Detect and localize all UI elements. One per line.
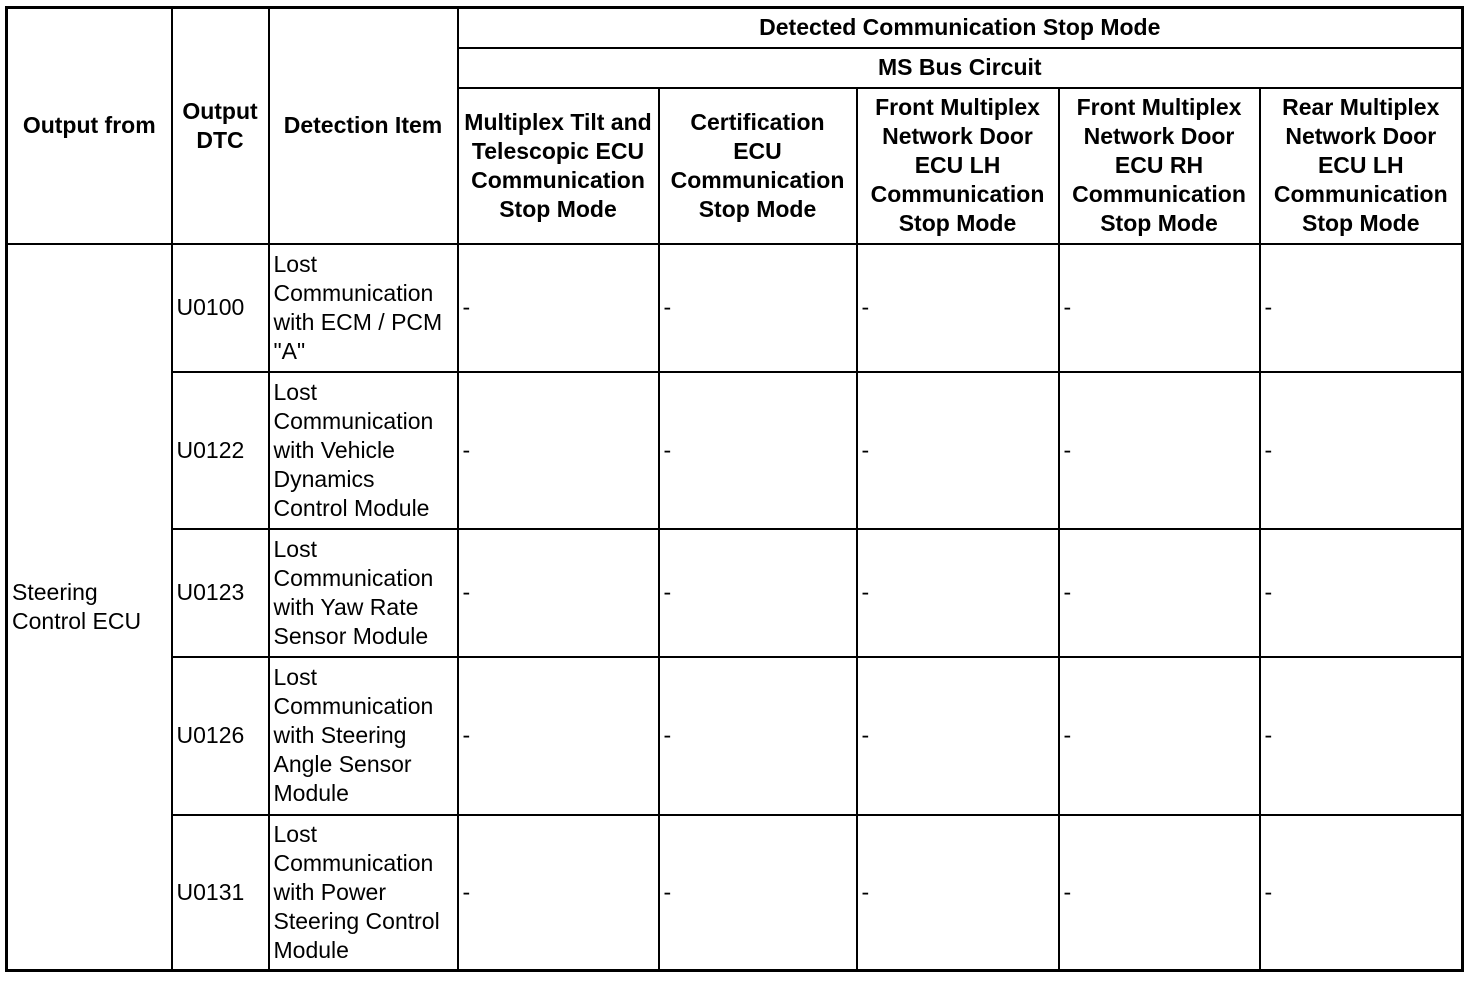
header-col-rear-door-lh: Rear Multiplex Network Door ECU LH Communication Stop Mode (1260, 88, 1463, 244)
mode-cell: - (659, 657, 857, 815)
mode-cell: - (1059, 815, 1260, 971)
mode-cell: - (1059, 529, 1260, 657)
mode-cell: - (458, 372, 659, 529)
output-from-cell: Steering Control ECU (7, 244, 172, 971)
table-row (7, 372, 1463, 529)
detection-item: Lost Communication with Steering Angle Sensor Module (269, 657, 458, 815)
dtc-code: U0126 (172, 657, 269, 815)
header-col-certification: Certification ECU Communication Stop Mode (659, 88, 857, 244)
dtc-code: U0122 (172, 372, 269, 529)
table-row (7, 657, 1463, 815)
mode-cell: - (458, 529, 659, 657)
mode-cell: - (458, 657, 659, 815)
mode-cell: - (1059, 372, 1260, 529)
header-col-front-door-rh: Front Multiplex Network Door ECU RH Communication Stop Mode (1059, 88, 1260, 244)
header-output-dtc: Output DTC (172, 8, 269, 244)
header-col-tilt-telescopic: Multiplex Tilt and Telescopic ECU Communication Stop Mode (458, 88, 659, 244)
mode-cell: - (659, 372, 857, 529)
detection-item: Lost Communication with Vehicle Dynamics Control Module (269, 372, 458, 529)
mode-cell: - (659, 815, 857, 971)
mode-cell: - (1260, 244, 1463, 372)
mode-cell: - (1059, 244, 1260, 372)
dtc-table-container (5, 6, 1464, 972)
dtc-table (5, 6, 1464, 972)
mode-cell: - (857, 529, 1059, 657)
dtc-code: U0123 (172, 529, 269, 657)
table-row (7, 244, 1463, 372)
mode-cell: - (659, 529, 857, 657)
header-col-front-door-lh: Front Multiplex Network Door ECU LH Communication Stop Mode (857, 88, 1059, 244)
mode-cell: - (1260, 657, 1463, 815)
mode-cell: - (1059, 657, 1260, 815)
header-detected-mode: Detected Communication Stop Mode (458, 8, 1463, 48)
mode-cell: - (458, 244, 659, 372)
dtc-code: U0131 (172, 815, 269, 971)
header-detection-item: Detection Item (269, 8, 458, 244)
header-output-from: Output from (7, 8, 172, 244)
mode-cell: - (659, 244, 857, 372)
mode-cell: - (458, 815, 659, 971)
mode-cell: - (1260, 815, 1463, 971)
detection-item: Lost Communication with Yaw Rate Sensor Module (269, 529, 458, 657)
table-row (7, 815, 1463, 971)
mode-cell: - (857, 815, 1059, 971)
dtc-code: U0100 (172, 244, 269, 372)
mode-cell: - (857, 244, 1059, 372)
table-row (7, 529, 1463, 657)
mode-cell: - (857, 372, 1059, 529)
detection-item: Lost Communication with ECM / PCM "A" (269, 244, 458, 372)
header-bus-circuit: MS Bus Circuit (458, 48, 1463, 88)
mode-cell: - (857, 657, 1059, 815)
mode-cell: - (1260, 372, 1463, 529)
detection-item: Lost Communication with Power Steering Control Module (269, 815, 458, 971)
mode-cell: - (1260, 529, 1463, 657)
